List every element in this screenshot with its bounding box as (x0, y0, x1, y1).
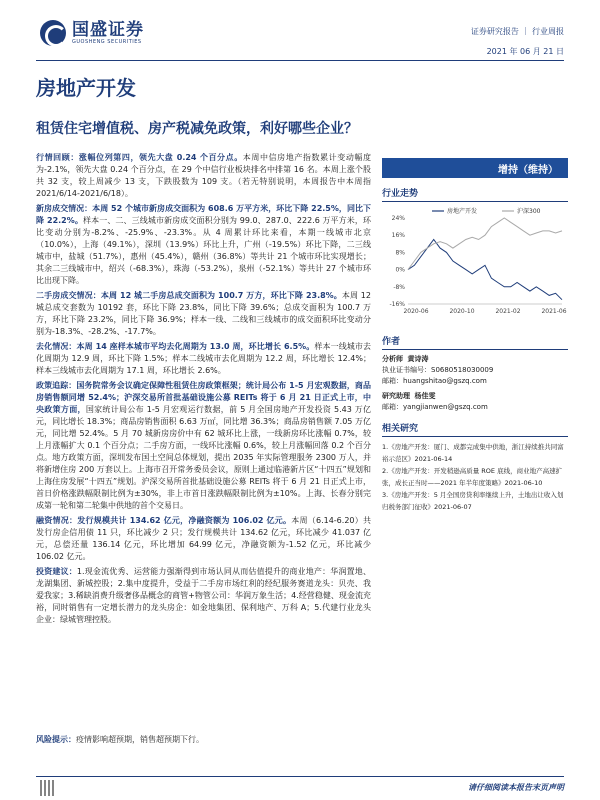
para-body: 本周（6.14-6.20）共发行房企信用债 11 只，环比减少 2 只；发行规模共计 134.62 亿元，环比减少 41.037 亿元，总偿还量 136.14 亿元，环比增加 64.99 亿元，净融资额为-1.52 亿元，环比减少 106.02 亿元。 (36, 516, 371, 561)
logo-cn-text: 国盛证券 (72, 20, 144, 40)
header-divider (36, 60, 564, 61)
x-tick-label: 2021-02 (495, 308, 521, 315)
para-head: 去化情况：本周 14 座样本城市平均去化周期为 13.0 周，环比增长 6.5%。 (36, 342, 315, 351)
researcher-label: 研究助理 (382, 392, 410, 400)
para-destock (36, 341, 371, 377)
industry-title: 房地产开发 (36, 76, 136, 100)
para-head: 二手房成交情况：本周 12 城二手房总成交面积为 100.7 万方，环比下降 23.8%。 (36, 291, 342, 300)
related-item[interactable]: 2.《房地产开发：开发稍逊高质量 ROE 底线，商业地产高速扩张，成长正当时——2021 年半年度策略》2021-06-10 (382, 467, 563, 487)
y-tick-label: -8% (393, 283, 405, 291)
legend-label: 沪深300 (517, 208, 541, 215)
para-head: 政策追踪：国务院常务会议确定保障性租赁住房政策框架；统计局公布 1-5 月宏观数据，商品房销售额同增 52.4%；沪深交易所首批基础设施公募 REITs 将于 6 月 21 日正式上市，中央政策方面， (36, 381, 371, 414)
series-line-0 (408, 240, 562, 300)
author-block (382, 354, 568, 413)
analyst-label: 分析师 (382, 355, 403, 363)
x-tick-label: 2020-10 (449, 308, 475, 315)
x-tick-label: 2020-06 (403, 308, 429, 315)
trend-title: 行业走势 (382, 186, 568, 202)
analyst-name: 黄诗涛 (407, 355, 429, 363)
researcher-email: 邮箱：yangjianwen@gszq.com (382, 403, 488, 411)
related-item[interactable]: 3.《房地产开发：5 月全国房贷利率继续上升，土地出让收入划归税务部门征收》2021-06-07 (382, 491, 564, 511)
related-item[interactable]: 1.《房地产开发：厦门、成都完成集中供地，浙江持续推共同富裕示范区》2021-06-14 (382, 443, 564, 463)
report-title: 租赁住宅增值税、房产税减免政策，利好哪些企业？ (36, 121, 358, 137)
y-tick-label: -16% (389, 301, 405, 308)
y-tick-label: 24% (391, 215, 405, 222)
x-tick-label: 2021-06 (541, 308, 567, 315)
qr-code-icon (40, 780, 56, 796)
risk-head: 风险提示： (36, 735, 76, 744)
main-text (36, 152, 371, 629)
para-new-home (36, 203, 371, 287)
risk-warning (36, 734, 204, 745)
report-date: 2021 年 06 月 21 日 (486, 47, 564, 56)
footer-disclaimer: 请仔细阅读本报告末页声明 (468, 783, 564, 792)
para-body: 1.现金流优秀、运营能力强渐得到市场认同从而估值提升的商业地产：华润置地、龙湖集团、新城控股；2.集中度提升，受益于二手房市场红利的经纪服务赛道龙头：贝壳、我爱我家；3.稀缺消费升级奢侈品概念的商管+物管公司：华润万象生活；4.经营稳健、现金流充裕，同时销售有一定增长潜力的龙头房企：如金地集团、保利地产、万科 A；5.代建行业龙头企业：绿城管理控股。 (36, 567, 371, 624)
para-body: 本周中信房地产指数累计变动幅度为-2.1%，领先大盘 0.24 个百分点，在 29 个中信行业板块排名中排第 16 名。本周上涨个股共 32 支，较上周减少 13 支，下跌股数为 109 支。（若无特别说明，本周报告中本周指 2021/6/14-2021/6/18）。 (36, 153, 372, 198)
para-body: 本周 12 城总成交套数为 10192 套，环比下降 23.8%，同比下降 39.6%；总成交面积为 100.7 万方，环比下降 23.2%，同比下降 36.9%；样本一线、二线和三线城市的成交面积环比变动分别为-18.3%、-28.2%、-17.7%。 (36, 291, 371, 336)
para-body: 国家统计局公布 1-5 月宏观运行数据，前 5 月全国房地产开发投资 5.43 万亿元，同比增长 18.3%；商品房销售面积 6.63 万㎡，同比增 36.3%；商品房销售额 7.05 万亿元，同比增 52.4%。5 月 70 城新房房价中有 62 城环比上涨，一线新房环比涨幅 0.7%，较上月涨幅扩大 0.1 个百分点；二手房方面，一线环比涨幅 0.6%，较上月涨幅回落 0.2 个百分点。地方政策方面，深圳发布国土空间总体规划，提出 2035 年实际管理服务 2300 万人，并将新增住房 200 万套以上。上海市召开常务委员会议，原则上通过临港新片区“十四五”规划和上海住房发展“十四五”规划。沪深交易所首批基础设施公募 REITs 将于 6 月 21 日正式上市，首日价格涨跌幅限制比例为±30%，非上市首日涨跌幅限制比例为±10%。上海、长春分别完成第一轮和第二轮集中供地的首个交易日。 (36, 405, 371, 510)
para-second-hand (36, 290, 371, 338)
para-head: 行情回顾：涨幅位列第四，领先大盘 0.24 个百分点。 (36, 153, 243, 162)
para-body: 样本一线城市去化周期为 12.9 周，环比下降 1.5%；样本二线城市去化周期为 12.2 周，环比增长 12.4%；样本三线城市去化周期为 17.1 周，环比增长 2.6%。 (36, 342, 372, 375)
researcher-name: 杨佳雯 (414, 392, 436, 400)
logo-en-text: GUOSHENG SECURITIES (72, 39, 142, 45)
rating-badge: 增持（维持） (382, 158, 568, 178)
risk-body: 疫情影响超预期，销售超预期下行。 (76, 735, 204, 744)
para-investment (36, 566, 371, 626)
author-title: 作者 (382, 334, 568, 350)
company-logo (40, 20, 144, 46)
sidebar (382, 158, 568, 513)
para-policy (36, 380, 371, 512)
industry-trend-chart (382, 204, 568, 322)
report-type: 证券研究报告 ｜ 行业周报 (470, 27, 564, 36)
related-list (382, 441, 568, 513)
para-financing (36, 515, 371, 563)
para-head: 新房成交情况：本周 52 个城市新房成交面积为 608.6 万平方米，环比下降 22.5%，同比下降 22.2%。 (36, 204, 371, 225)
analyst-email: 邮箱：huangshitao@gszq.com (382, 377, 487, 385)
related-title: 相关研究 (382, 421, 568, 437)
para-head: 投资建议： (36, 567, 77, 576)
y-tick-label: 8% (395, 249, 405, 257)
legend-label: 房地产开发 (447, 208, 478, 215)
y-tick-label: 0% (395, 266, 405, 274)
para-body: 样本一、二、三线城市新房成交面积分别为 99.0、287.0、222.6 万平方米，环比变动分别为-8.2%、-25.9%、-23.3%。从 4 周累计环比来看，本期一线城市北京（10.0%），上海（49.1%），深圳（13.9%）环比上升，广州（-19.5%）环比下降，二三线城市中，盐城（51.7%），惠州（45.4%），赣州（36.8%）等共计 21 个城市环比实现增长；其余二三线城市中，绍兴（-68.3%），珠海（-53.2%），泉州（-52.1%）等共计 27 个城市环比出现下降。 (36, 216, 371, 285)
footer-divider (36, 776, 564, 777)
para-head: 融资情况：发行规模共计 134.62 亿元，净融资额为 106.02 亿元。 (36, 516, 292, 525)
logo-icon (40, 20, 66, 46)
y-tick-label: 16% (391, 232, 405, 240)
para-market-review (36, 152, 371, 200)
analyst-cert: 执业证书编号：S0680518030009 (382, 366, 494, 374)
